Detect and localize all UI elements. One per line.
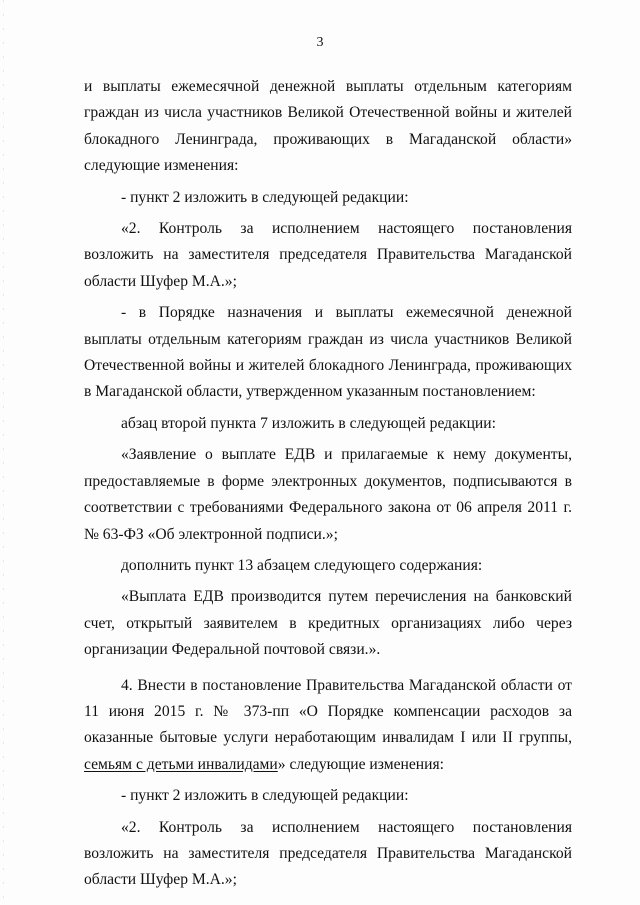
section-4-underlined-text: семьям с детьми инвалидами [84,755,278,773]
section-4-text-after: » следующие изменения: [277,755,444,773]
paragraph-electronic-documents: «Заявление о выплате ЕДВ и прилагаемые к нему документы, предоставляемые в форме электронных документов, подписываются в соответствии с требованиями Федерального закона от 06 апреля 2011 г. № 63-ФЗ «Об электронной подписи.»; [84,446,572,543]
document-body [84,74,572,894]
paragraph-item-2-instruction-repeat: - пункт 2 изложить в следующей редакции: [121,787,409,805]
paragraph-section-4 [84,673,572,779]
page-number: 3 [316,35,324,50]
paragraph-item-13-instruction: дополнить пункт 13 абзацем следующего содержания: [121,556,483,574]
paragraph-item-2-instruction: - пункт 2 изложить в следующей редакции: [121,188,409,206]
paragraph-procedure-amendment: - в Порядке назначения и выплаты ежемесячной денежной выплаты отдельным категориям граждан из числа участников Великой Отечественной войны и жителей блокадного Ленинграда, проживающих в Магаданской области, утвержденном указанным постановлением: [84,304,572,401]
paragraph-item-7-instruction: абзац второй пункта 7 изложить в следующей редакции: [121,414,496,432]
paragraph-control-clause: «2. Контроль за исполнением настоящего постановления возложить на заместителя председателя Правительства Магаданской области Шуфер М.А.»; [84,220,572,290]
paragraph-control-clause-repeat: «2. Контроль за исполнением настоящего постановления возложить на заместителя председателя Правительства Магаданской области Шуфер М.А.»; [84,818,572,889]
scan-edge-artifact [3,0,4,905]
paragraph-payment-method: «Выплата ЕДВ производится путем перечисления на банковский счет, открытый заявителем в кредитных организациях либо через организации Федеральной почтовой связи.». [84,588,572,659]
paragraph-intro-continuation: и выплаты ежемесячной денежной выплаты отдельным категориям граждан из числа участников Великой Отечественной войны и жителей блокадного Ленинграда, проживающих в Магаданской области» следующие изменения: [84,78,572,175]
section-4-text-before: 4. Внести в постановление Правительства Магаданской области от 11 июня 2015 г. № 373-пп «О Порядке компенсации расходов за оказанные бытовые услуги неработающим инвалидам I или II группы, [84,676,572,747]
